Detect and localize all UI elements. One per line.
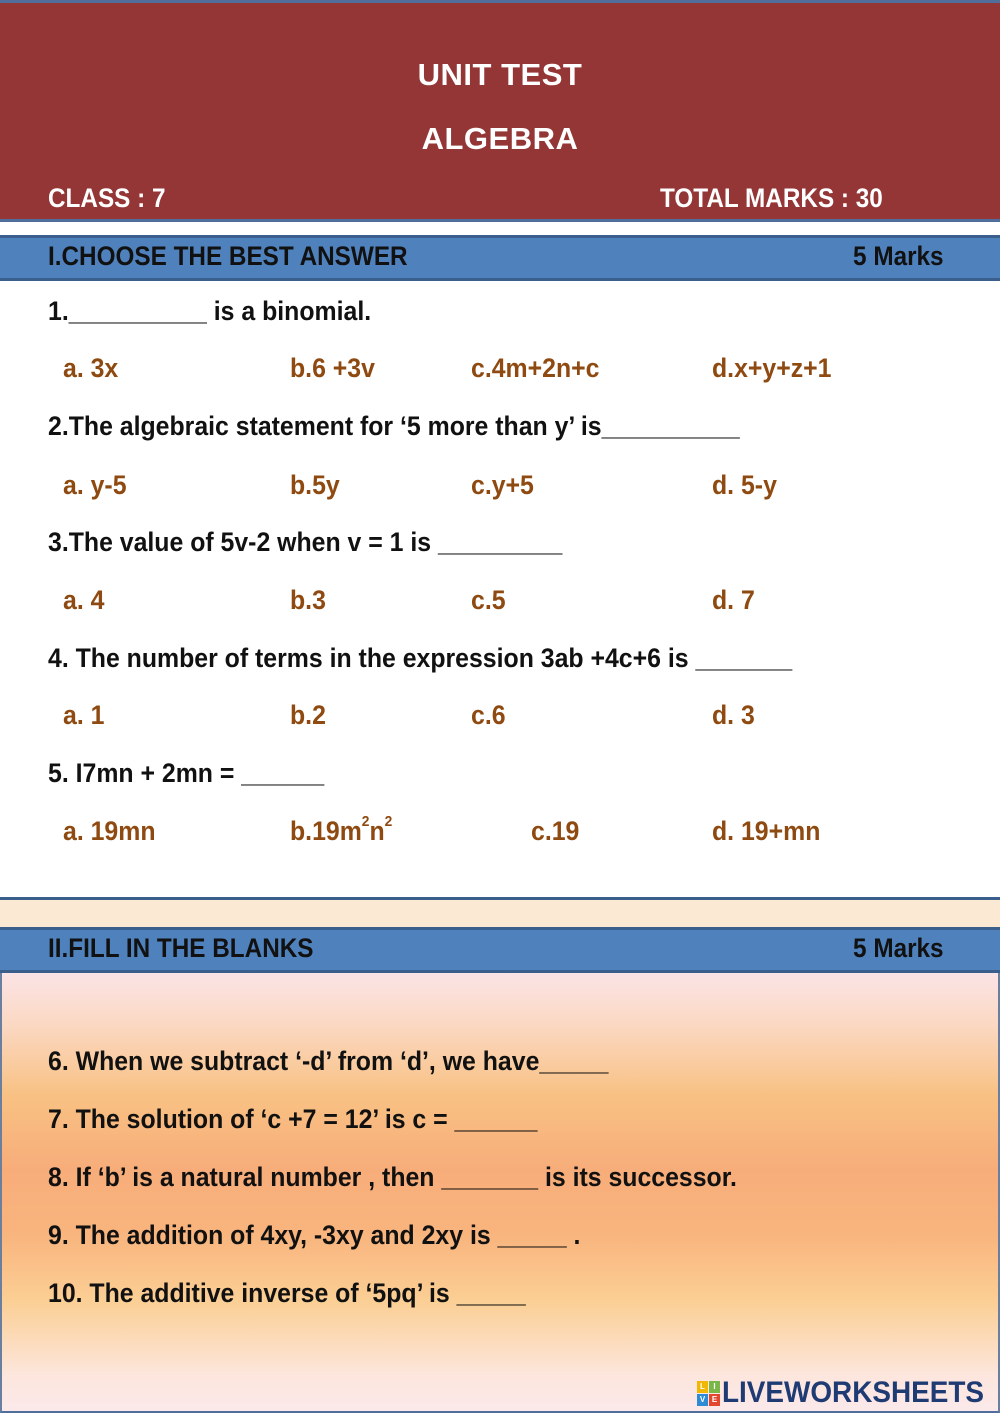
option-a[interactable]: a. 3x bbox=[63, 353, 119, 383]
question-text: 5. I7mn + 2mn = ______ bbox=[48, 758, 325, 788]
question-text: 4. The number of terms in the expression 3ab +4c+6 is _______ bbox=[48, 643, 793, 673]
fill-blank-question-6[interactable]: 6. When we subtract ‘-d’ from ‘d’, we have_____ bbox=[48, 1046, 609, 1076]
option-a[interactable]: a. 19mn bbox=[63, 816, 156, 846]
option-b-mid: n bbox=[369, 816, 385, 846]
option-c[interactable]: c.19 bbox=[531, 816, 580, 846]
option-a[interactable]: a. y-5 bbox=[63, 470, 127, 500]
option-b-exponent-m: 2 bbox=[361, 813, 370, 830]
total-marks-label: TOTAL MARKS : 30 bbox=[660, 183, 883, 213]
fill-blank-question-10[interactable]: 10. The additive inverse of ‘5pq’ is _____ bbox=[48, 1278, 526, 1308]
option-c[interactable]: c.5 bbox=[471, 585, 506, 615]
option-a[interactable]: a. 1 bbox=[63, 700, 105, 730]
option-b[interactable]: b.2 bbox=[290, 700, 326, 730]
section-divider-band bbox=[0, 897, 1000, 930]
fill-in-blanks-panel bbox=[0, 973, 1000, 1413]
logo-text: LIVEWORKSHEETS bbox=[722, 1376, 984, 1409]
logo-blocks-icon: L I V E bbox=[697, 1381, 720, 1406]
section-1-header bbox=[0, 235, 1000, 281]
option-b[interactable]: b.5y bbox=[290, 470, 340, 500]
option-d[interactable]: d.x+y+z+1 bbox=[712, 353, 832, 383]
fill-blank-question-9[interactable]: 9. The addition of 4xy, -3xy and 2xy is _____ . bbox=[48, 1220, 581, 1250]
worksheet-title: UNIT TEST bbox=[417, 57, 583, 92]
question-text: 1.__________ is a binomial. bbox=[48, 296, 372, 326]
section-2-header bbox=[0, 927, 1000, 973]
option-b[interactable]: b.3 bbox=[290, 585, 326, 615]
option-c[interactable]: c.4m+2n+c bbox=[471, 353, 600, 383]
option-c[interactable]: c.6 bbox=[471, 700, 506, 730]
option-b-base: b.19m bbox=[290, 816, 362, 846]
option-d[interactable]: d. 19+mn bbox=[712, 816, 821, 846]
option-d[interactable]: d. 5-y bbox=[712, 470, 777, 500]
liveworksheets-logo[interactable] bbox=[697, 1378, 1000, 1408]
fill-blank-question-7[interactable]: 7. The solution of ‘c +7 = 12’ is c = ______ bbox=[48, 1104, 538, 1134]
section-1-marks: 5 Marks bbox=[853, 241, 944, 271]
worksheet-subject: ALGEBRA bbox=[421, 121, 579, 156]
section-2-title: II.FILL IN THE BLANKS bbox=[48, 933, 314, 963]
class-label: CLASS : 7 bbox=[48, 183, 166, 213]
option-b[interactable] bbox=[290, 813, 393, 847]
option-a[interactable]: a. 4 bbox=[63, 585, 105, 615]
section-1-title: I.CHOOSE THE BEST ANSWER bbox=[48, 241, 408, 271]
option-d[interactable]: d. 7 bbox=[712, 585, 755, 615]
option-b-exponent-n: 2 bbox=[384, 813, 393, 830]
option-b[interactable]: b.6 +3v bbox=[290, 353, 375, 383]
option-c[interactable]: c.y+5 bbox=[471, 470, 534, 500]
question-text: 2.The algebraic statement for ‘5 more than y’ is__________ bbox=[48, 411, 740, 441]
fill-blank-question-8[interactable]: 8. If ‘b’ is a natural number , then _______ is its successor. bbox=[48, 1162, 737, 1192]
worksheet-header bbox=[0, 0, 1000, 222]
question-text: 3.The value of 5v-2 when v = 1 is _________ bbox=[48, 527, 563, 557]
option-d[interactable]: d. 3 bbox=[712, 700, 755, 730]
section-2-marks: 5 Marks bbox=[853, 933, 944, 963]
